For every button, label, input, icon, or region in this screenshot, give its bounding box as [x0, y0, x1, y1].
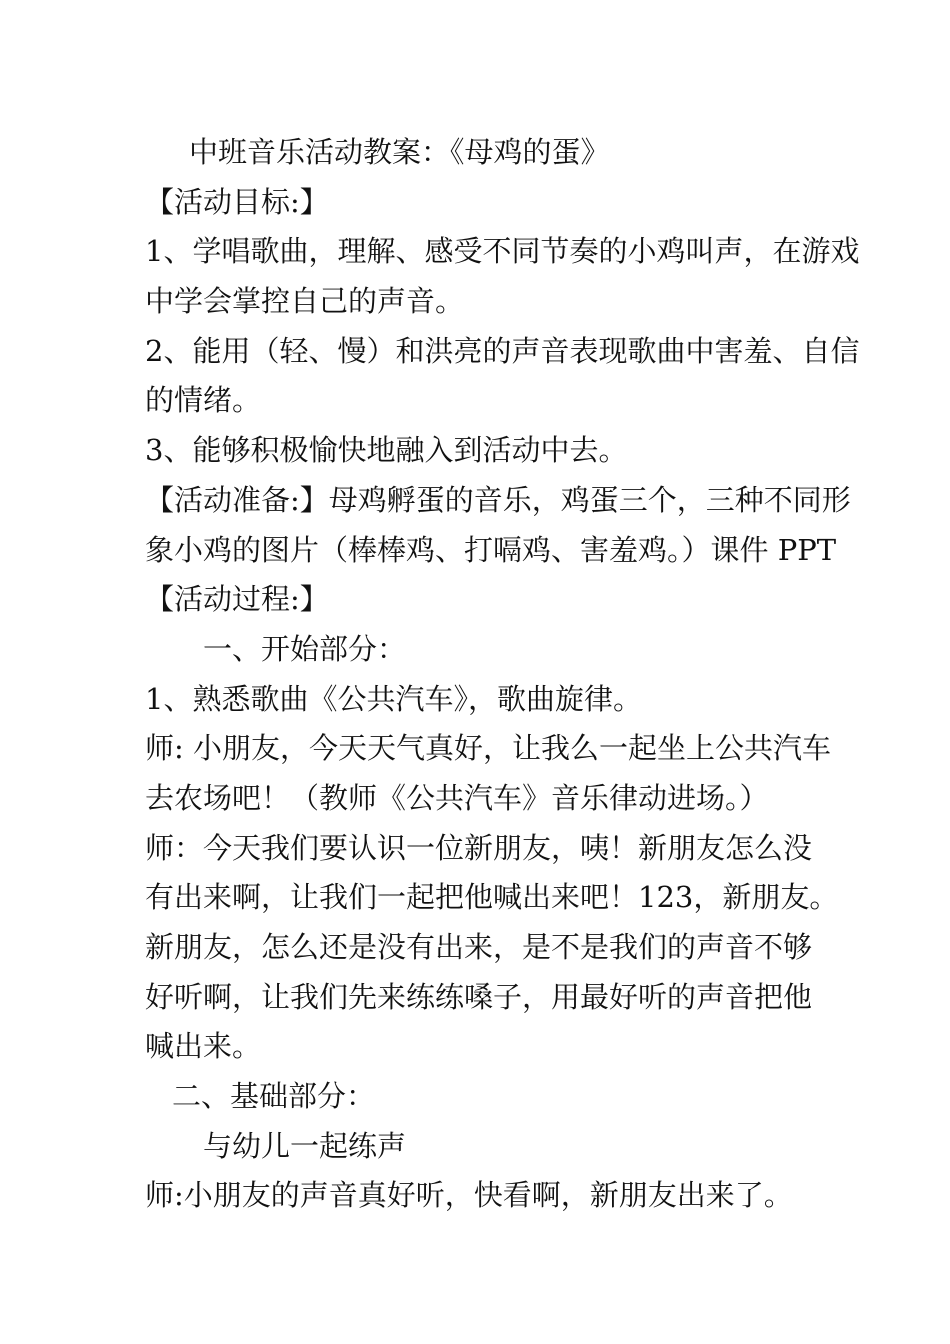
- heading-objectives: 【活动目标:】: [145, 184, 329, 219]
- teacher-line-2: 师：今天我们要认识一位新朋友，咦！新朋友怎么没: [145, 830, 813, 865]
- basic-vocal-practice: 与幼儿一起练声: [203, 1128, 407, 1163]
- heading-process: 【活动过程:】: [145, 582, 329, 617]
- preparation-line-2: 象小鸡的图片（棒棒鸡、打嗝鸡、害羞鸡。）课件 PPT: [145, 532, 837, 567]
- teacher-line-3: 师:小朋友的声音真好听，快看啊，新朋友出来了。: [145, 1178, 793, 1213]
- teacher-line-1: 师: 小朋友，今天天气真好，让我么一起坐上公共汽车: [145, 731, 831, 766]
- objective-1-line-2: 中学会掌控自己的声音。: [145, 284, 465, 319]
- section-basic: 二、基础部分：: [172, 1079, 376, 1114]
- preparation-line-1: 【活动准备:】母鸡孵蛋的音乐，鸡蛋三个，三种不同形: [145, 482, 851, 517]
- opening-step-1: 1、熟悉歌曲《公共汽车》，歌曲旋律。: [145, 681, 642, 716]
- objective-1-line-1: 1、学唱歌曲，理解、感受不同节奏的小鸡叫声，在游戏: [145, 234, 860, 269]
- document-body: [145, 128, 860, 1221]
- teacher-line-2d: 好听啊，让我们先来练练嗓子，用最好听的声音把他: [145, 979, 813, 1014]
- teacher-line-2e: 喊出来。: [145, 1029, 262, 1064]
- teacher-line-2b: 有出来啊，让我们一起把他喊出来吧！123，新朋友。: [145, 880, 839, 915]
- document-title: 中班音乐活动教案：《母鸡的蛋》: [189, 135, 610, 169]
- section-opening: 一、开始部分：: [203, 631, 407, 666]
- teacher-line-1b: 去农场吧！（教师《公共汽车》音乐律动进场。）: [145, 780, 769, 815]
- objective-3: 3、能够积极愉快地融入到活动中去。: [145, 433, 628, 468]
- teacher-line-2c: 新朋友，怎么还是没有出来，是不是我们的声音不够: [145, 930, 813, 964]
- objective-2-line-2: 的情绪。: [145, 383, 262, 418]
- objective-2-line-1: 2、能用（轻、慢）和洪亮的声音表现歌曲中害羞、自信: [145, 333, 860, 368]
